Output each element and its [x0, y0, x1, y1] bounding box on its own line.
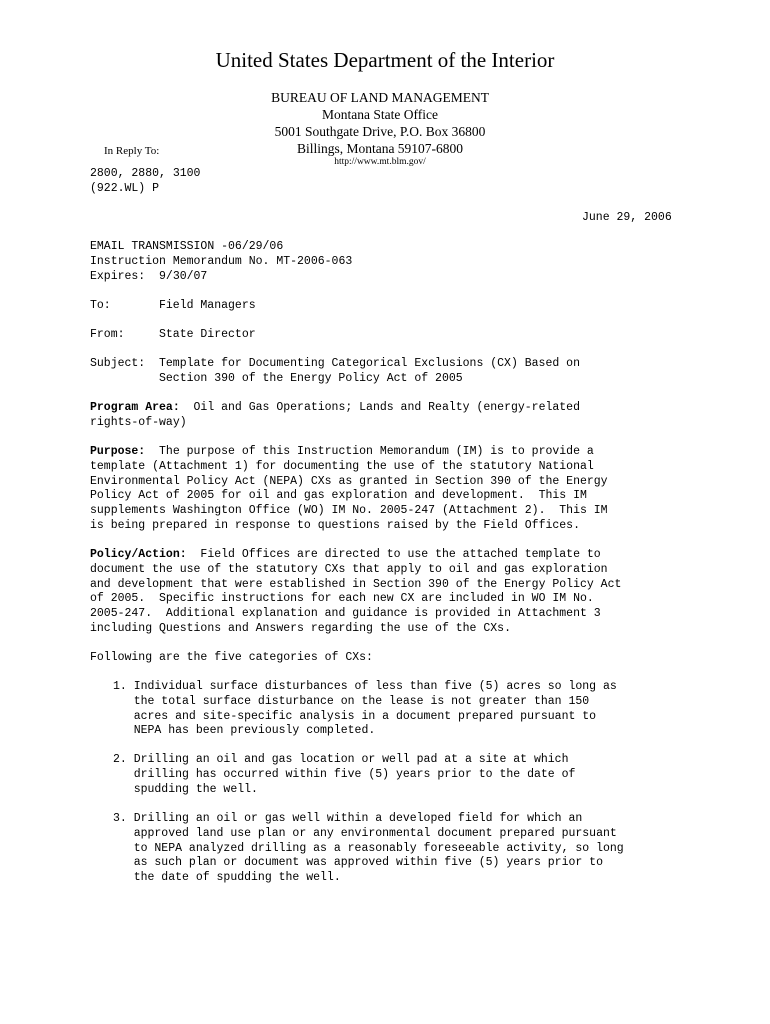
list-item-text: as such plan or document was approved within five (5) years prior to — [113, 856, 603, 869]
expires-line: Expires: 9/30/07 — [90, 270, 208, 283]
purpose-text: Environmental Policy Act (NEPA) CXs as granted in Section 390 of the Energy — [90, 475, 608, 488]
policy-text: including Questions and Answers regarding the use of the CXs. — [90, 622, 511, 635]
program-area-text: rights-of-way) — [90, 416, 187, 429]
purpose-label: Purpose: — [90, 445, 146, 458]
list-item-text: the total surface disturbance on the lease is not greater than 150 — [113, 695, 590, 708]
list-item-text: 2. Drilling an oil and gas location or well pad at a site at which — [113, 753, 569, 766]
list-item-text: 1. Individual surface disturbances of less than five (5) acres so long as — [113, 680, 617, 693]
purpose-text: template (Attachment 1) for documenting the use of the statutory National — [90, 460, 594, 473]
purpose-text: Policy Act of 2005 for oil and gas exploration and development. This IM — [90, 489, 587, 502]
to-label: To: — [90, 299, 111, 312]
purpose-text: supplements Washington Office (WO) IM No. 2005-247 (Attachment 2). This IM — [90, 504, 608, 517]
program-area-label: Program Area: — [90, 401, 180, 414]
list-item-text: acres and site-specific analysis in a document prepared pursuant to — [113, 710, 597, 723]
reply-label: In Reply To: — [104, 145, 160, 157]
memo-number: Instruction Memorandum No. MT-2006-063 — [90, 255, 353, 268]
department-title: United States Department of the Interior — [215, 48, 555, 72]
list-item-text: drilling has occurred within five (5) years prior to the date of — [113, 768, 576, 781]
program-area-text: Oil and Gas Operations; Lands and Realty (energy-related — [179, 401, 580, 414]
policy-text: document the use of the statutory CXs that apply to oil and gas exploration — [90, 563, 608, 576]
categories-intro: Following are the five categories of CXs: — [90, 651, 373, 664]
office-city: Billings, Montana 59107-6800 — [296, 141, 464, 156]
from-value: State Director — [159, 328, 256, 341]
code-line: 2800, 2880, 3100 — [90, 167, 201, 180]
policy-label: Policy/Action: — [90, 548, 187, 561]
code-line: (922.WL) P — [90, 182, 160, 195]
policy-text: Field Offices are directed to use the attached template to — [186, 548, 601, 561]
subject-text: Template for Documenting Categorical Exclusions (CX) Based on — [159, 357, 580, 370]
list-item-text: NEPA has been previously completed. — [113, 724, 376, 737]
list-item-text: 3. Drilling an oil or gas well within a developed field for which an — [113, 812, 583, 825]
policy-text: 2005-247. Additional explanation and guidance is provided in Attachment 3 — [90, 607, 601, 620]
office-address: 5001 Southgate Drive, P.O. Box 36800 — [274, 124, 486, 139]
transmission-line: EMAIL TRANSMISSION -06/29/06 — [90, 240, 284, 253]
list-item-text: approved land use plan or any environmental document prepared pursuant — [113, 827, 617, 840]
bureau-name: BUREAU OF LAND MANAGEMENT — [271, 90, 489, 105]
list-item-text: the date of spudding the well. — [113, 871, 341, 884]
from-label: From: — [90, 328, 125, 341]
list-item-text: spudding the well. — [113, 783, 258, 796]
purpose-text: The purpose of this Instruction Memorandum (IM) is to provide a — [145, 445, 594, 458]
office-name: Montana State Office — [322, 107, 438, 122]
policy-text: and development that were established in Section 390 of the Energy Policy Act — [90, 578, 622, 591]
purpose-text: is being prepared in response to questions raised by the Field Offices. — [90, 519, 580, 532]
subject-label: Subject: — [90, 357, 146, 370]
office-url[interactable]: http://www.mt.blm.gov/ — [334, 157, 426, 167]
list-item-text: to NEPA analyzed drilling as a reasonably foreseeable activity, so long — [113, 842, 624, 855]
policy-text: of 2005. Specific instructions for each new CX are included in WO IM No. — [90, 592, 594, 605]
subject-text: Section 390 of the Energy Policy Act of 2005 — [159, 372, 463, 385]
memo-date: June 29, 2006 — [582, 211, 672, 224]
to-value: Field Managers — [159, 299, 256, 312]
